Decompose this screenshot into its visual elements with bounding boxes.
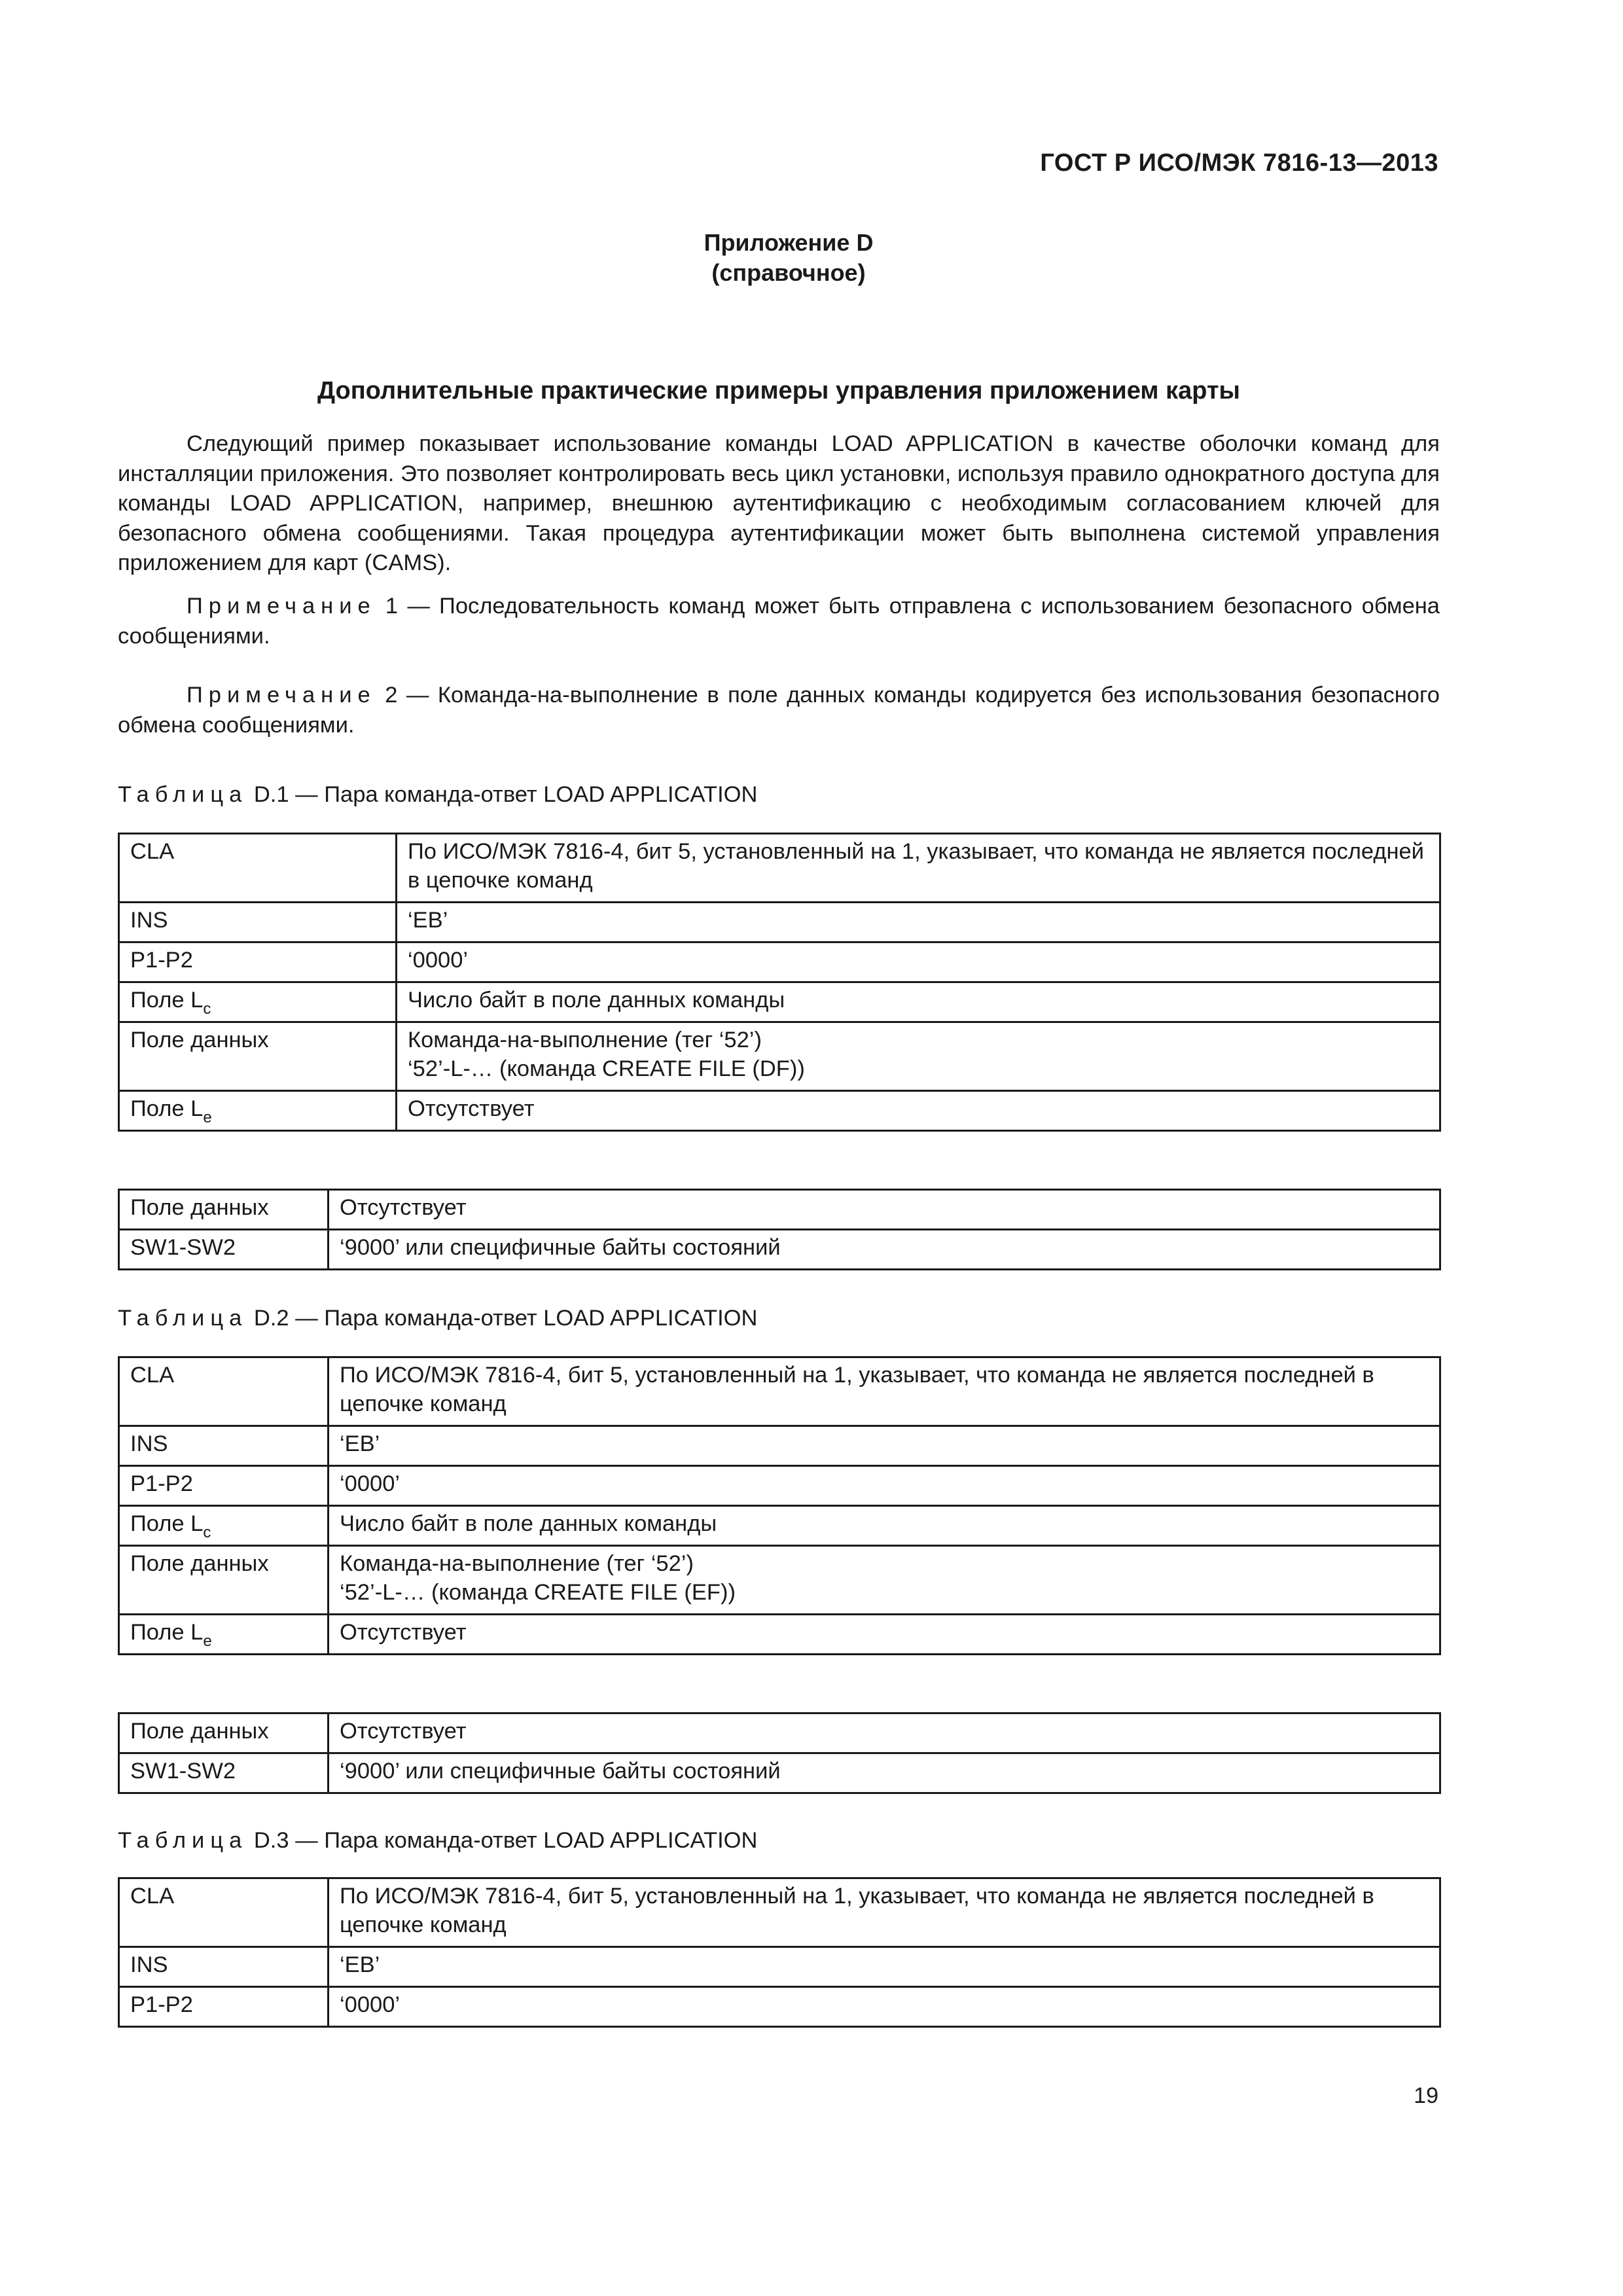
table-caption-d1: Таблица D.1 — Пара команда-ответ LOAD APPLICATION [118,782,758,807]
table-row: CLA По ИСО/МЭК 7816-4, бит 5, установленный на 1, указывает, что команда не является последней в цепочке команд [119,1878,1440,1947]
table-row: INS ‘EB’ [119,1947,1440,1987]
table-row: Поле $L_e$ Отсутствует [119,1091,1440,1131]
table-row: P1-P2 ‘0000’ [119,1987,1440,2027]
command-table-d1 [118,833,1441,1132]
table-row: Поле данных Команда-на-выполнение (тег ‘52’) ‘52’-L-… (команда CREATE FILE (DF)) [119,1022,1440,1091]
page-number: 19 [1414,2083,1438,2108]
response-table-d2 [118,1712,1441,1794]
table-row: Поле $L_e$ Отсутствует [119,1615,1440,1655]
table-row: Поле данных Отсутствует [119,1190,1440,1230]
table-row: P1-P2 ‘0000’ [119,1466,1440,1506]
table-row: CLA По ИСО/МЭК 7816-4, бит 5, установленный на 1, указывает, что команда не является последней в цепочке команд [119,834,1440,903]
table-row: INS ‘EB’ [119,1426,1440,1466]
appendix-subtitle: (справочное) [711,259,866,286]
table-row: P1-P2 ‘0000’ [119,942,1440,982]
note-label: Примечание [187,594,376,619]
section-title: Дополнительные практические примеры управления приложением карты [317,377,1241,404]
table-caption-d3: Таблица D.3 — Пара команда-ответ LOAD APPLICATION [118,1828,758,1853]
document-code: ГОСТ Р ИСО/МЭК 7816-13—2013 [1040,149,1438,177]
response-table-d1 [118,1189,1441,1270]
note-text: 1 — Последовательность команд может быть отправлена с использованием безопасного обмена сообщениями. [118,594,1440,649]
table-row: Поле $L_c$ Число байт в поле данных команды [119,982,1440,1022]
appendix-title: Приложение D [704,229,874,256]
table-row: Поле данных Отсутствует [119,1713,1440,1753]
note-text: 2 — Команда-на-выполнение в поле данных команды кодируется без использования безопасного обмена сообщениями. [118,683,1440,738]
table-row: SW1-SW2 ‘9000’ или специфичные байты состояний [119,1230,1440,1270]
note-2 [118,681,1440,740]
note-label: Примечание [187,683,376,708]
note-1 [118,592,1440,651]
table-caption-d2: Таблица D.2 — Пара команда-ответ LOAD APPLICATION [118,1306,758,1331]
table-row: SW1-SW2 ‘9000’ или специфичные байты состояний [119,1753,1440,1793]
table-row: Поле $L_c$ Число байт в поле данных команды [119,1506,1440,1546]
command-table-d2 [118,1356,1441,1655]
intro-paragraph: Следующий пример показывает использование команды LOAD APPLICATION в качестве оболочки команд для инсталляции приложения. Это позволяет контролировать весь цикл установки, используя правило однократного доступа для команды LOAD APPLICATION, например, внешнюю аутентификацию с необходимым согласованием ключей для безопасного обмена сообщениями. Такая процедура аутентификации может быть выполнена системой управления приложением для карт (CAMS). [118,431,1440,575]
appendix-heading [0,228,1577,288]
table-row: Поле данных Команда-на-выполнение (тег ‘52’) ‘52’-L-… (команда CREATE FILE (EF)) [119,1546,1440,1615]
command-table-d3 [118,1877,1441,2028]
table-row: CLA По ИСО/МЭК 7816-4, бит 5, установленный на 1, указывает, что команда не является последней в цепочке команд [119,1357,1440,1426]
table-row: INS ‘EB’ [119,903,1440,942]
